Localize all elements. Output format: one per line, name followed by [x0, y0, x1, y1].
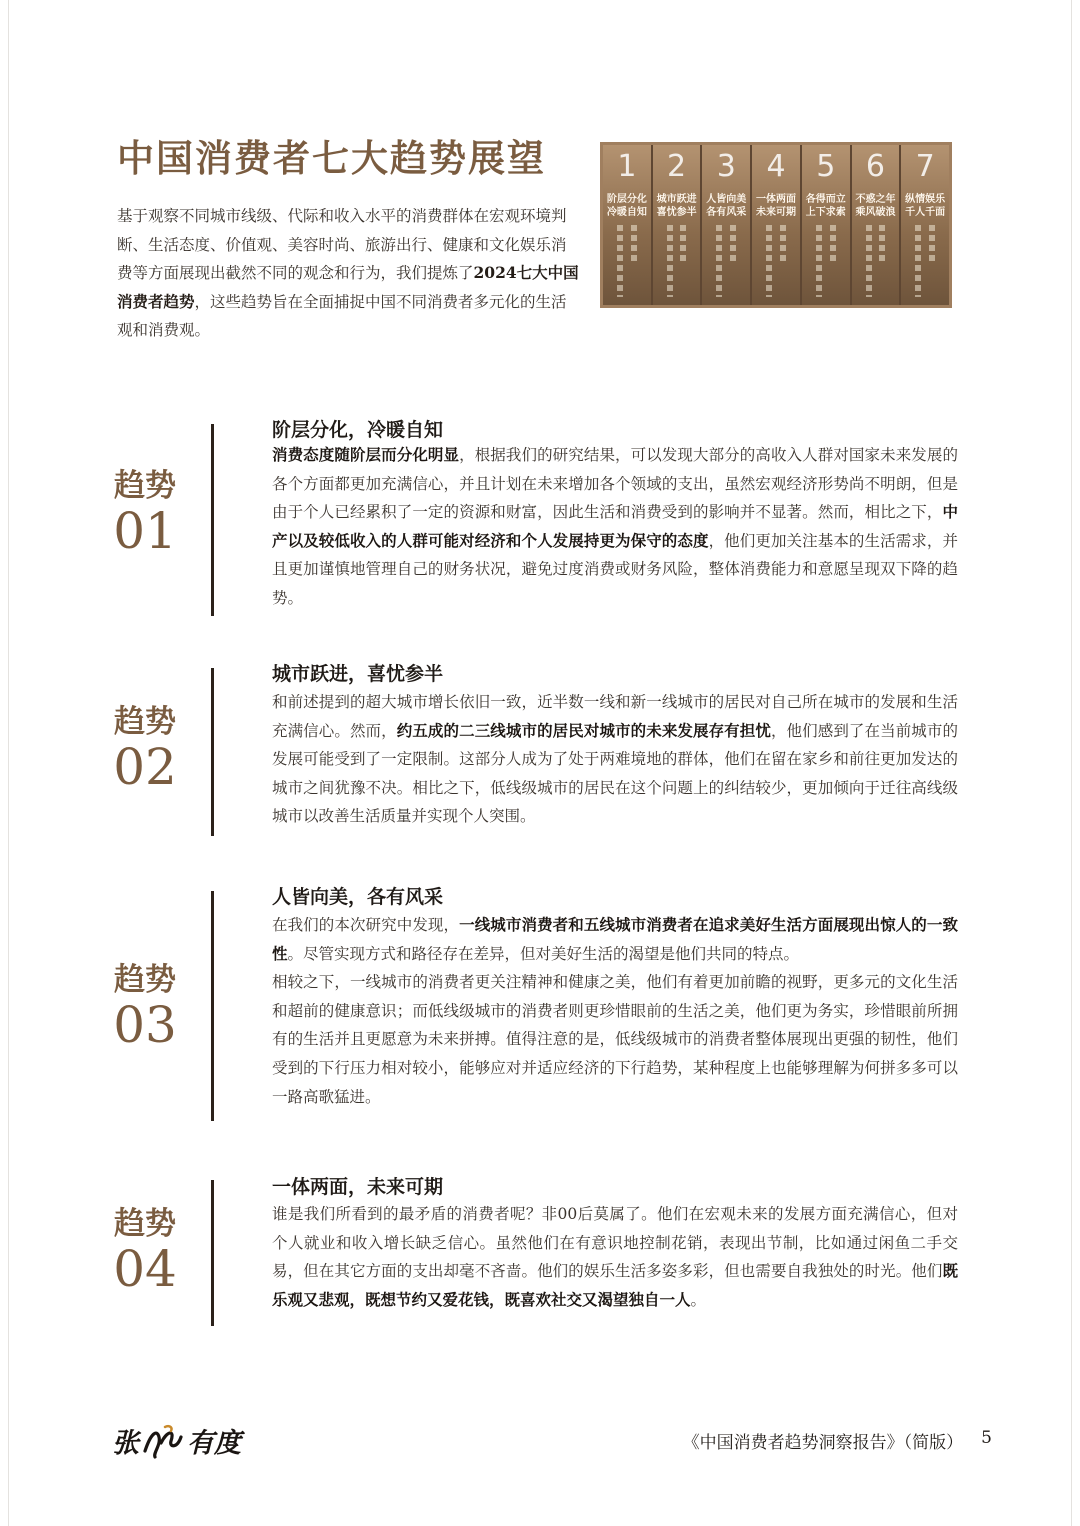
banner-panel-caption	[879, 225, 885, 265]
trend-paragraph	[272, 968, 958, 1111]
intro-paragraph	[117, 202, 579, 345]
trend-label-word: 趋势	[114, 1206, 176, 1242]
trend-text: ，他们更加关注基本的生活需求，并且更加谨慎地管理自己的财务状况，避免过度消费或财务风险，整体消费能力和意愿呈现双下降的趋势。	[272, 531, 958, 607]
intro-bold: 2024七大中国消费者趋势	[117, 263, 579, 311]
logo-text-start: 张	[112, 1428, 139, 1459]
report-title: 《中国消费者趋势洞察报告》（简版）	[682, 1433, 964, 1453]
trend-highlight-text: 约五成的二三线城市的居民对城市的未来发展存有担忧	[396, 720, 771, 740]
banner-panel	[702, 145, 752, 305]
banner-panel-caption	[730, 225, 736, 265]
trend-highlight-text: 中产以及较低收入的人群可能对经济和个人发展持更为保守的态度	[272, 502, 958, 550]
trend-text: ，他们感到了在当前城市的发展可能受到了一定限制。这部分人成为了处于两难境地的群体，他们在留在家乡和前往更加发达的城市之间犹豫不决。相比之下，低线级城市的居民在这个问题上的纠结较少，更加倾向于迁往高线级城市以改善生活质量并实现个人突围。	[272, 721, 958, 826]
banner-panel-number: 7	[915, 149, 935, 184]
trend-text: 谁是我们所看到的最矛盾的消费者呢？非00后莫属了。他们在宏观未来的发展方面充满信心，但对个人就业和收入增长缺乏信心。虽然他们在有意识地控制花销，表现出节制，比如通过闲鱼二手交易，但在其它方面的支出却毫不吝啬。他们的娱乐生活多姿多彩，但也需要自我独处的时光。他们	[272, 1205, 958, 1281]
banner-panel-title: 各得而立 上下求索	[805, 194, 846, 218]
banner-panel-title: 纵情娱乐 千人千面	[905, 194, 946, 218]
banner-panel-title: 人皆向美 各有风采	[706, 194, 747, 218]
trend-body	[272, 911, 958, 1111]
trend-highlight-text: 既乐观又悲观，既想节约又爱花钱，既喜欢社交又渴望独自一人	[272, 1261, 958, 1309]
banner-panel-number: 6	[865, 149, 885, 184]
logo-text-end: 有度	[187, 1428, 241, 1459]
trend-text: 在我们的本次研究中发现，	[272, 916, 460, 934]
banner-panel-caption	[680, 225, 686, 265]
banner-panel-number: 3	[716, 149, 736, 184]
banner-panel-number: 4	[766, 149, 786, 184]
banner-panel-title: 城市跃进 喜忧参半	[656, 194, 697, 218]
trend-body	[272, 1200, 958, 1314]
banner-panel-caption	[617, 225, 623, 297]
trend-title: 一体两面，未来可期	[272, 1176, 444, 1198]
banner-panel	[752, 145, 802, 305]
banner-panel-number: 2	[667, 149, 687, 184]
page-number: 5	[981, 1428, 992, 1448]
banner-panel-caption	[915, 225, 921, 297]
banner-panel-caption	[766, 225, 772, 297]
logo-brush-icon	[141, 1423, 185, 1459]
trend-label	[108, 962, 182, 1052]
banner-panel	[653, 145, 703, 305]
banner-panel-title: 阶层分化 冷暖自知	[606, 194, 647, 218]
banner-panel-caption	[830, 225, 836, 265]
trend-number: 03	[113, 996, 177, 1054]
trend-highlight-text: 消费态度随阶层而分化明显	[272, 445, 460, 464]
banner-panel-number: 5	[816, 149, 836, 184]
trend-number: 02	[113, 738, 177, 796]
brand-logo	[112, 1421, 241, 1460]
banner-panel-number: 1	[617, 149, 637, 184]
footer-info	[683, 1428, 992, 1453]
banner-panel-title: 不惑之年 乘风破浪	[855, 194, 896, 218]
trend-text: 。尽管实现方式和路径存在差异，但对美好生活的渴望是他们共同的特点。	[287, 944, 800, 963]
intro-text-2: ，这些趋势旨在全面捕捉中国不同消费者多元化的生活观和消费观。	[117, 292, 567, 339]
trend-title: 城市跃进，喜忧参半	[272, 663, 444, 685]
banner-panel-caption	[816, 225, 822, 297]
banner-panel	[802, 145, 852, 305]
banner-panel-caption	[716, 225, 722, 297]
trend-number: 04	[113, 1240, 177, 1298]
banner-panel	[901, 145, 949, 305]
trend-paragraph	[272, 911, 958, 968]
trend-label	[108, 468, 182, 558]
trend-divider	[211, 668, 214, 836]
trend-divider	[211, 891, 214, 1121]
trend-text: 。	[690, 1290, 707, 1309]
trend-label	[108, 1206, 182, 1296]
trends-banner-image	[600, 142, 952, 308]
trend-text: 相较之下，一线城市的消费者更关注精神和健康之美，他们有着更加前瞻的视野，更多元的文化生活和超前的健康意识；而低线级城市的消费者则更珍惜眼前的生活之美，他们更为务实，珍惜眼前所拥有的生活并且更愿意为未来拼搏。值得注意的是，低线级城市的消费者整体展现出更强的韧性，他们受到的下行压力相对较小，能够应对并适应经济的下行趋势，某种程度上也能够理解为何拼多多可以一路高歌猛进。	[272, 973, 958, 1106]
trend-text: ，根据我们的研究结果，可以发现大部分的高收入人群对国家未来发展的各个方面都更加充满信心，并且计划在未来增加各个领域的支出，虽然宏观经济形势尚不明朗，但是由于个人已经累积了一定的资源和财富，因此生活和消费受到的影响并不显著。然而，相比之下，	[272, 446, 958, 522]
trend-paragraph	[272, 441, 958, 613]
banner-panel-caption	[631, 225, 637, 265]
trend-label-word: 趋势	[114, 704, 176, 740]
trend-divider	[211, 424, 214, 616]
banner-panel-caption	[780, 225, 786, 265]
trend-body	[272, 688, 958, 831]
trend-text: 和前述提到的超大城市增长依旧一致，近半数一线和新一线城市的居民对自己所在城市的发展和生活充满信心。然而，	[272, 693, 958, 740]
banner-panel	[603, 145, 653, 305]
trend-title: 阶层分化，冷暖自知	[272, 419, 444, 441]
trend-body	[272, 441, 958, 613]
banner-panel-caption	[866, 225, 872, 297]
trend-highlight-text: 一线城市消费者和五线城市消费者在追求美好生活方面展现出惊人的一致性	[272, 915, 958, 963]
trend-label	[108, 704, 182, 794]
trend-paragraph	[272, 1200, 958, 1314]
banner-panel-caption	[667, 225, 673, 297]
trend-divider	[211, 1180, 214, 1326]
trend-label-word: 趋势	[114, 962, 176, 998]
banner-panel-title: 一体两面 未来可期	[756, 194, 797, 218]
trend-title: 人皆向美，各有风采	[272, 886, 444, 908]
intro-text-1: 基于观察不同城市线级、代际和收入水平的消费群体在宏观环境判断、生活态度、价值观、美容时尚、旅游出行、健康和文化娱乐消费等方面展现出截然不同的观念和行为，我们提炼了	[117, 207, 567, 282]
trend-paragraph	[272, 688, 958, 831]
banner-panel-caption	[929, 225, 935, 265]
trend-label-word: 趋势	[114, 468, 176, 504]
trend-number: 01	[113, 502, 177, 560]
banner-panel	[852, 145, 902, 305]
page-title: 中国消费者七大趋势展望	[117, 136, 546, 180]
